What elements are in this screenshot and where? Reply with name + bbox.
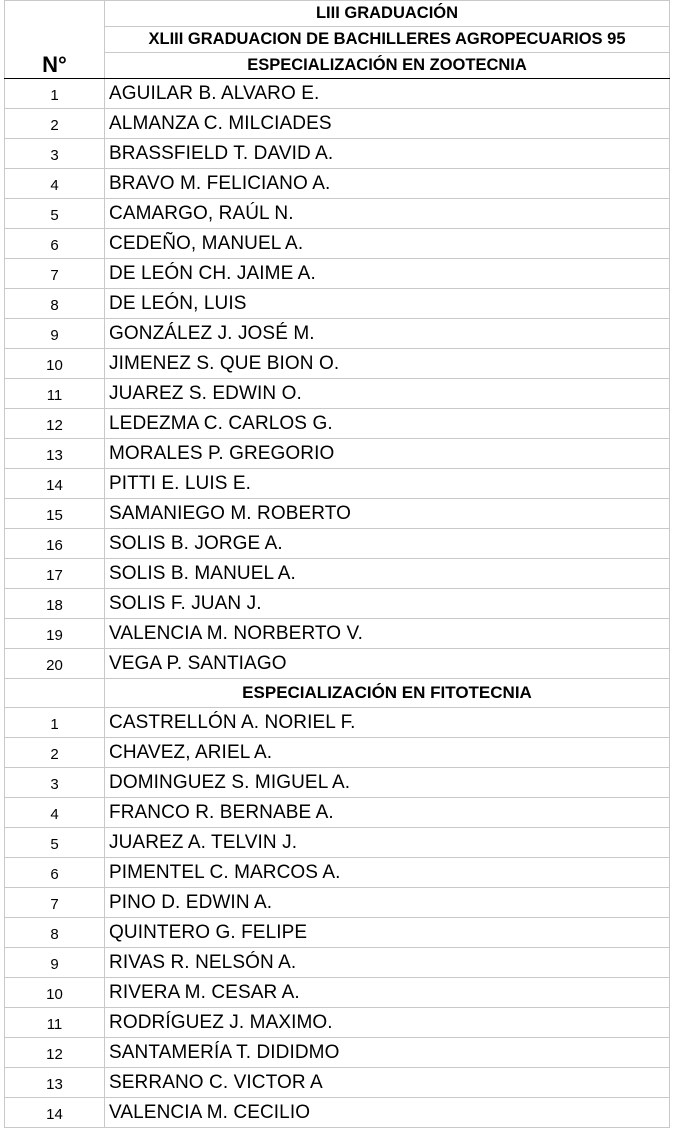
graduate-name: VEGA P. SANTIAGO	[105, 649, 670, 679]
graduate-name: QUINTERO G. FELIPE	[105, 918, 670, 948]
row-number: 2	[5, 738, 105, 768]
graduate-name: SERRANO C. VICTOR A	[105, 1068, 670, 1098]
graduate-name: GONZÁLEZ J. JOSÉ M.	[105, 319, 670, 349]
row-number: 14	[5, 1098, 105, 1128]
row-number: 12	[5, 1038, 105, 1068]
row-number: 4	[5, 798, 105, 828]
row-number: 2	[5, 109, 105, 139]
graduate-name: PITTI E. LUIS E.	[105, 469, 670, 499]
table-row	[5, 1038, 670, 1068]
number-column-header: N°	[5, 1, 105, 79]
row-number: 13	[5, 1068, 105, 1098]
graduate-name: SOLIS F. JUAN J.	[105, 589, 670, 619]
graduate-name: FRANCO R. BERNABE A.	[105, 798, 670, 828]
table-row	[5, 888, 670, 918]
table-row	[5, 79, 670, 109]
row-number: 9	[5, 319, 105, 349]
row-number: 19	[5, 619, 105, 649]
table-row	[5, 349, 670, 379]
graduate-name: PINO D. EDWIN A.	[105, 888, 670, 918]
table-row	[5, 1068, 670, 1098]
table-row	[5, 139, 670, 169]
table-row	[5, 1098, 670, 1128]
row-number: 18	[5, 589, 105, 619]
graduate-name: BRAVO M. FELICIANO A.	[105, 169, 670, 199]
graduate-name: JUAREZ S. EDWIN O.	[105, 379, 670, 409]
table-row	[5, 1008, 670, 1038]
row-number: 1	[5, 79, 105, 109]
row-number: 4	[5, 169, 105, 199]
row-number: 10	[5, 349, 105, 379]
row-number: 5	[5, 828, 105, 858]
graduate-name: SOLIS B. JORGE A.	[105, 529, 670, 559]
graduate-name: CEDEÑO, MANUEL A.	[105, 229, 670, 259]
graduate-name: PIMENTEL C. MARCOS A.	[105, 858, 670, 888]
row-number: 12	[5, 409, 105, 439]
table-row	[5, 978, 670, 1008]
row-number: 3	[5, 139, 105, 169]
table-row	[5, 439, 670, 469]
table-row	[5, 559, 670, 589]
row-number: 20	[5, 649, 105, 679]
graduates-table	[4, 0, 670, 1128]
table-row	[5, 379, 670, 409]
graduate-name: SOLIS B. MANUEL A.	[105, 559, 670, 589]
table-row	[5, 858, 670, 888]
table-row	[5, 109, 670, 139]
row-number: 6	[5, 229, 105, 259]
table-row	[5, 798, 670, 828]
row-number: 17	[5, 559, 105, 589]
row-number: 9	[5, 948, 105, 978]
section-title-zootecnia: ESPECIALIZACIÓN EN ZOOTECNIA	[105, 53, 670, 79]
table-row	[5, 199, 670, 229]
row-number: 7	[5, 888, 105, 918]
table-row	[5, 768, 670, 798]
graduate-name: DE LEÓN CH. JAIME A.	[105, 259, 670, 289]
graduate-name: BRASSFIELD T. DAVID A.	[105, 139, 670, 169]
graduate-name: AGUILAR B. ALVARO E.	[105, 79, 670, 109]
header-row-2	[5, 27, 670, 53]
table-row	[5, 738, 670, 768]
row-number: 3	[5, 768, 105, 798]
graduate-name: RIVERA M. CESAR A.	[105, 978, 670, 1008]
row-number: 15	[5, 499, 105, 529]
table-row	[5, 948, 670, 978]
row-number: 11	[5, 1008, 105, 1038]
section-title-fitotecnia: ESPECIALIZACIÓN EN FITOTECNIA	[105, 679, 670, 708]
graduate-name: JUAREZ A. TELVIN J.	[105, 828, 670, 858]
table-row	[5, 828, 670, 858]
row-number: 13	[5, 439, 105, 469]
graduate-name: LEDEZMA C. CARLOS G.	[105, 409, 670, 439]
graduate-name: SAMANIEGO M. ROBERTO	[105, 499, 670, 529]
empty-cell	[5, 679, 105, 708]
graduate-name: DE LEÓN, LUIS	[105, 289, 670, 319]
graduate-name: JIMENEZ S. QUE BION O.	[105, 349, 670, 379]
row-number: 8	[5, 289, 105, 319]
table-row	[5, 499, 670, 529]
graduate-name: CHAVEZ, ARIEL A.	[105, 738, 670, 768]
table-row	[5, 619, 670, 649]
graduation-title: LIII GRADUACIÓN	[105, 1, 670, 27]
row-number: 6	[5, 858, 105, 888]
table-row	[5, 529, 670, 559]
header-row-3	[5, 53, 670, 79]
graduate-name: VALENCIA M. CECILIO	[105, 1098, 670, 1128]
table-row	[5, 259, 670, 289]
header-row-1	[5, 1, 670, 27]
graduation-list-sheet	[4, 0, 669, 1128]
table-row	[5, 319, 670, 349]
table-row	[5, 409, 670, 439]
table-row	[5, 289, 670, 319]
graduate-name: DOMINGUEZ S. MIGUEL A.	[105, 768, 670, 798]
table-row	[5, 589, 670, 619]
table-row	[5, 169, 670, 199]
graduate-name: RODRÍGUEZ J. MAXIMO.	[105, 1008, 670, 1038]
row-number: 1	[5, 708, 105, 738]
row-number: 11	[5, 379, 105, 409]
graduation-subtitle: XLIII GRADUACION DE BACHILLERES AGROPECUARIOS 95	[105, 27, 670, 53]
row-number: 5	[5, 199, 105, 229]
graduate-name: MORALES P. GREGORIO	[105, 439, 670, 469]
table-row	[5, 469, 670, 499]
table-row	[5, 229, 670, 259]
row-number: 8	[5, 918, 105, 948]
graduate-name: SANTAMERÍA T. DIDIDMO	[105, 1038, 670, 1068]
graduate-name: CAMARGO, RAÚL N.	[105, 199, 670, 229]
table-row	[5, 649, 670, 679]
row-number: 10	[5, 978, 105, 1008]
graduate-name: ALMANZA C. MILCIADES	[105, 109, 670, 139]
row-number: 16	[5, 529, 105, 559]
row-number: 7	[5, 259, 105, 289]
graduate-name: VALENCIA M. NORBERTO V.	[105, 619, 670, 649]
table-row	[5, 918, 670, 948]
section-row-fitotecnia	[5, 679, 670, 708]
graduate-name: CASTRELLÓN A. NORIEL F.	[105, 708, 670, 738]
graduate-name: RIVAS R. NELSÓN A.	[105, 948, 670, 978]
table-row	[5, 708, 670, 738]
row-number: 14	[5, 469, 105, 499]
